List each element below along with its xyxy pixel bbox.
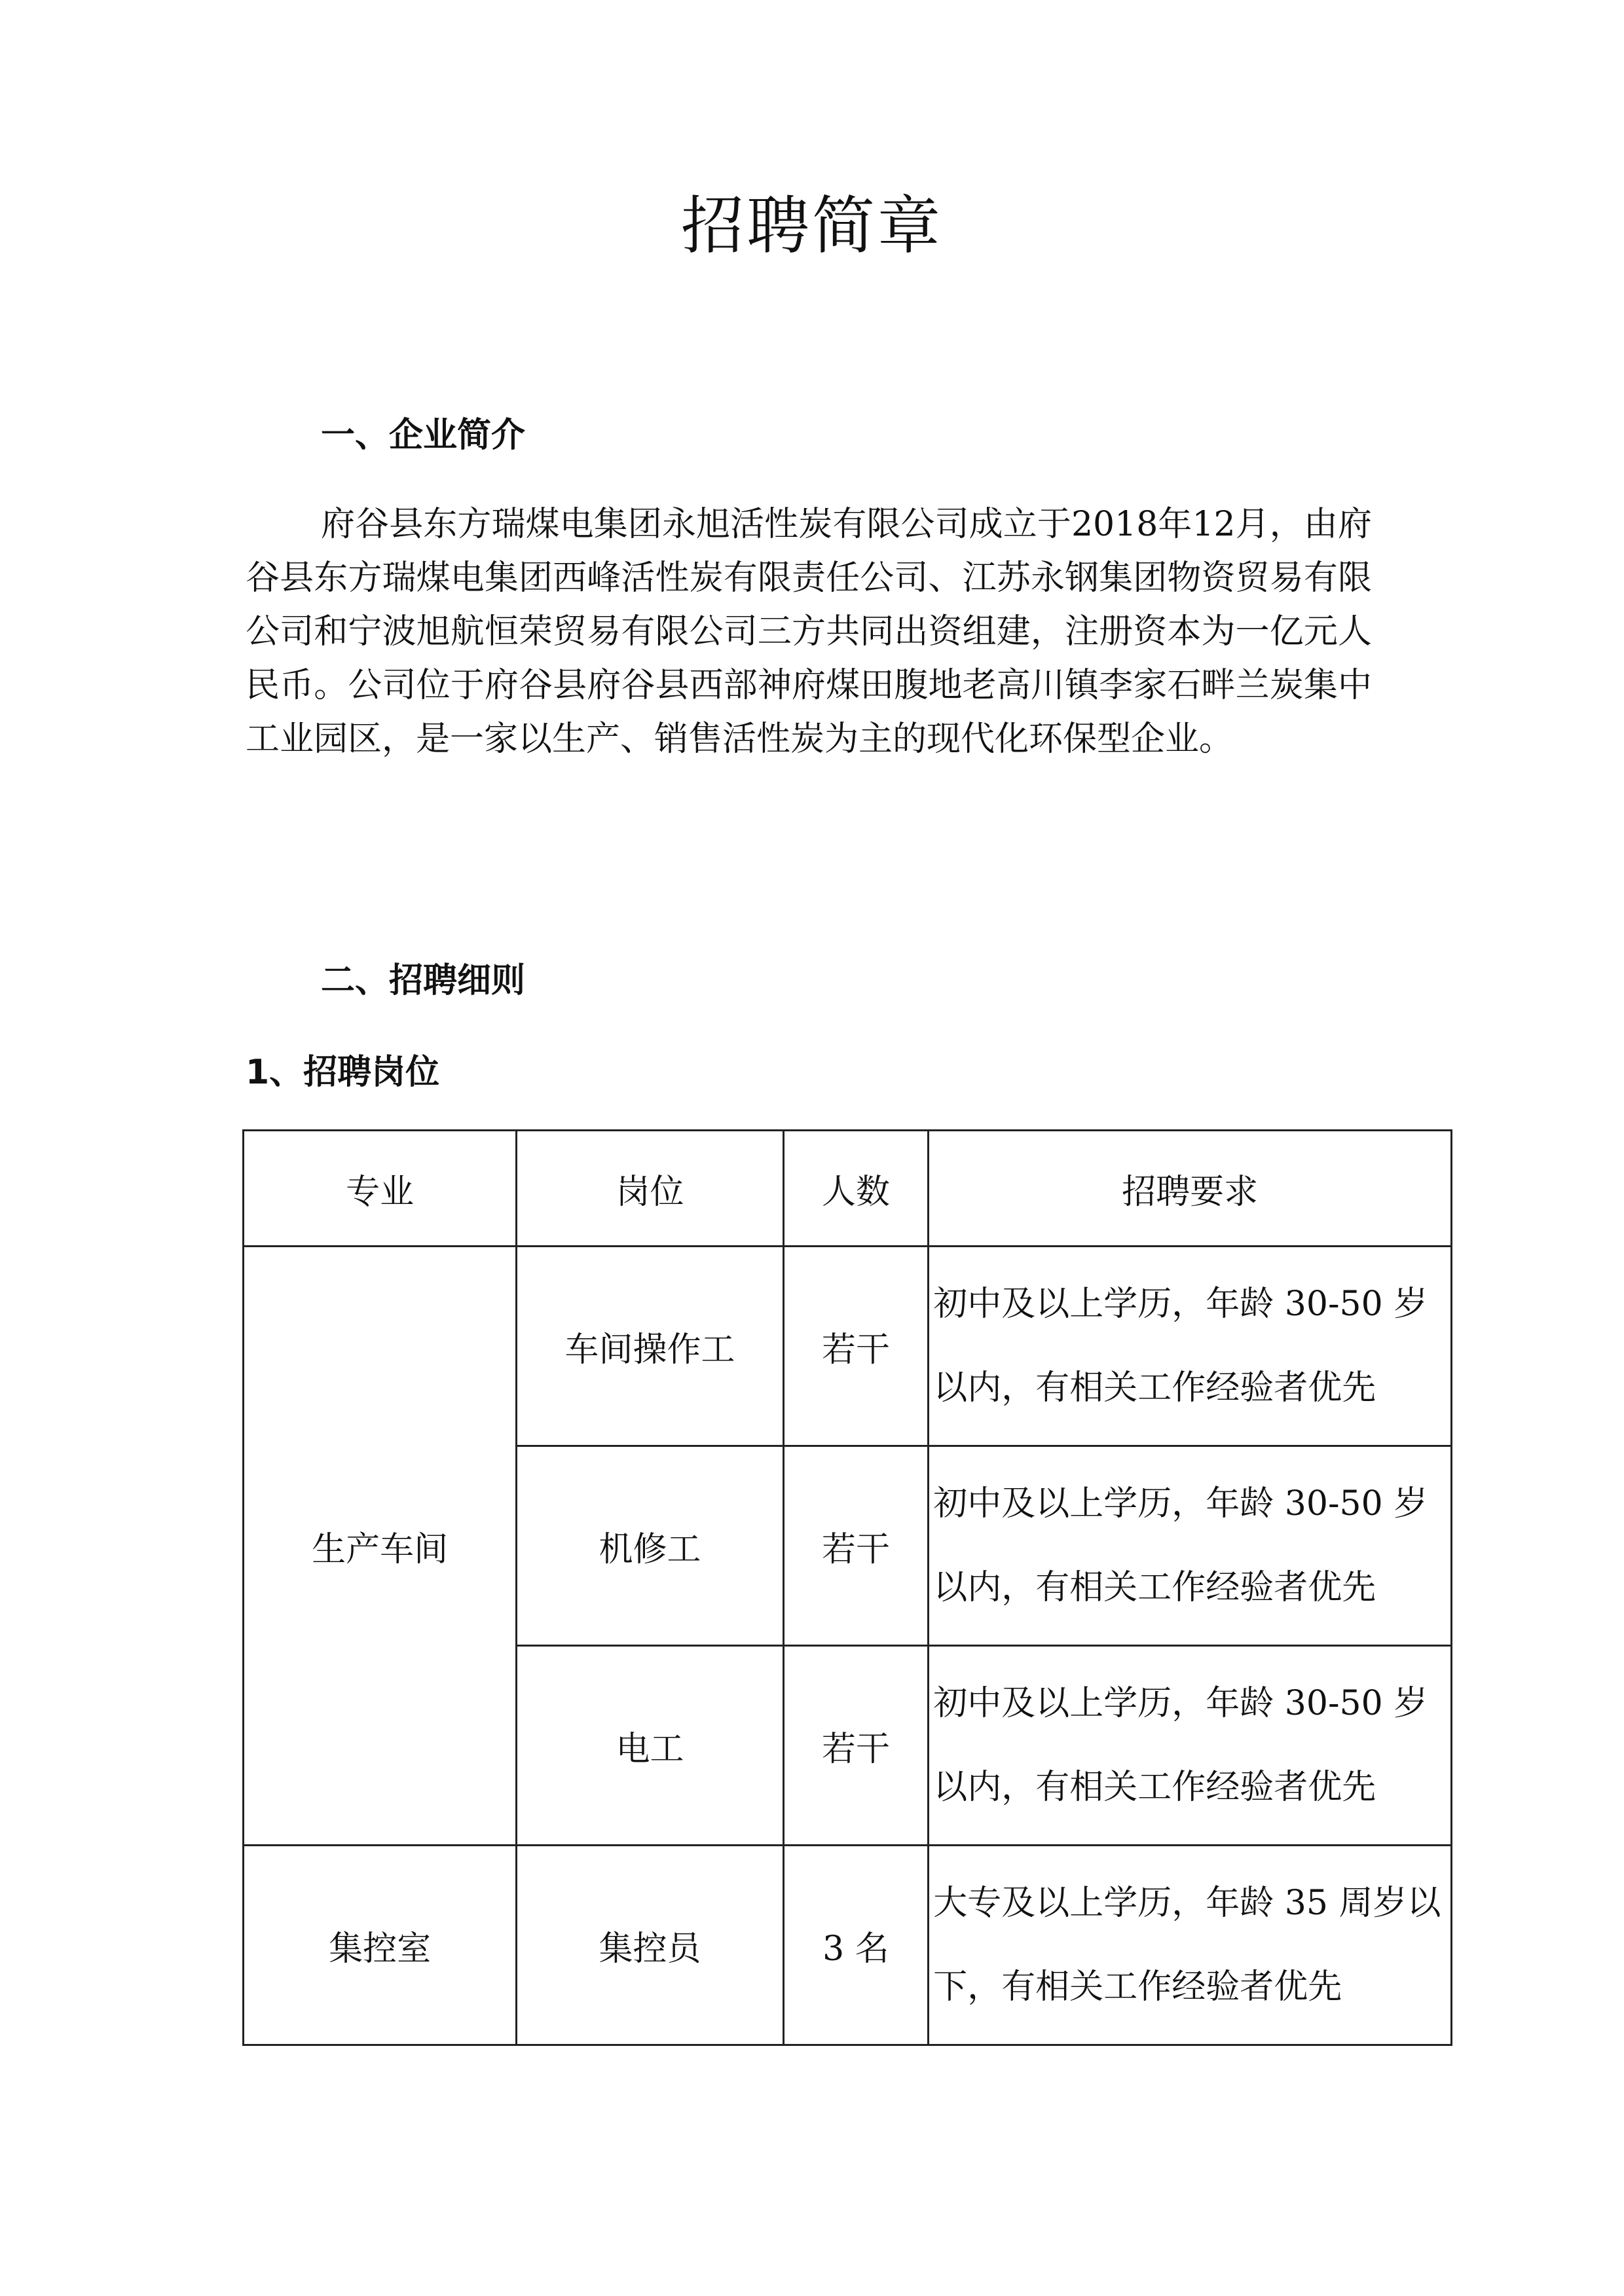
table-row: [244, 1247, 1452, 1446]
header-count: 人数: [783, 1131, 929, 1247]
header-major: 专业: [244, 1131, 517, 1247]
count-cell: 若干: [783, 1646, 929, 1846]
table-header-row: [244, 1131, 1452, 1247]
major-cell: 生产车间: [244, 1247, 517, 1846]
header-post: 岗位: [517, 1131, 783, 1247]
requirements-cell: 初中及以上学历，年龄 30-50 岁以内，有相关工作经验者优先: [929, 1446, 1452, 1646]
post-cell: 集控员: [517, 1846, 783, 2045]
requirements-cell: 大专及以上学历，年龄 35 周岁以下，有相关工作经验者优先: [929, 1846, 1452, 2045]
table-row: [244, 1846, 1452, 2045]
count-cell: 若干: [783, 1247, 929, 1446]
subheading-positions: 1、招聘岗位: [246, 1053, 440, 1092]
major-cell: 集控室: [244, 1846, 517, 2045]
count-cell: 3 名: [783, 1846, 929, 2045]
company-intro-paragraph: 府谷县东方瑞煤电集团永旭活性炭有限公司成立于2018年12月，由府谷县东方瑞煤电集团西峰活性炭有限责任公司、江苏永钢集团物资贸易有限公司和宁波旭航恒荣贸易有限公司三方共同出资组建，注册资本为一亿元人民币。公司位于府谷县府谷县西部神府煤田腹地老高川镇李家石畔兰炭集中工业园区，是一家以生产、销售活性炭为主的现代化环保型企业。: [246, 505, 1372, 759]
header-requirements: 招聘要求: [929, 1131, 1452, 1247]
section-heading-company-intro: 一、企业简介: [321, 416, 526, 455]
requirements-cell: 初中及以上学历，年龄 30-50 岁以内，有相关工作经验者优先: [929, 1646, 1452, 1846]
page-title: 招聘简章: [681, 189, 943, 263]
post-cell: 电工: [517, 1646, 783, 1846]
count-cell: 若干: [783, 1446, 929, 1646]
requirements-cell: 初中及以上学历，年龄 30-50 岁以内，有相关工作经验者优先: [929, 1247, 1452, 1446]
section-heading-recruitment-details: 二、招聘细则: [321, 961, 526, 1000]
positions-table: [242, 1129, 1452, 2046]
post-cell: 机修工: [517, 1446, 783, 1646]
post-cell: 车间操作工: [517, 1247, 783, 1446]
